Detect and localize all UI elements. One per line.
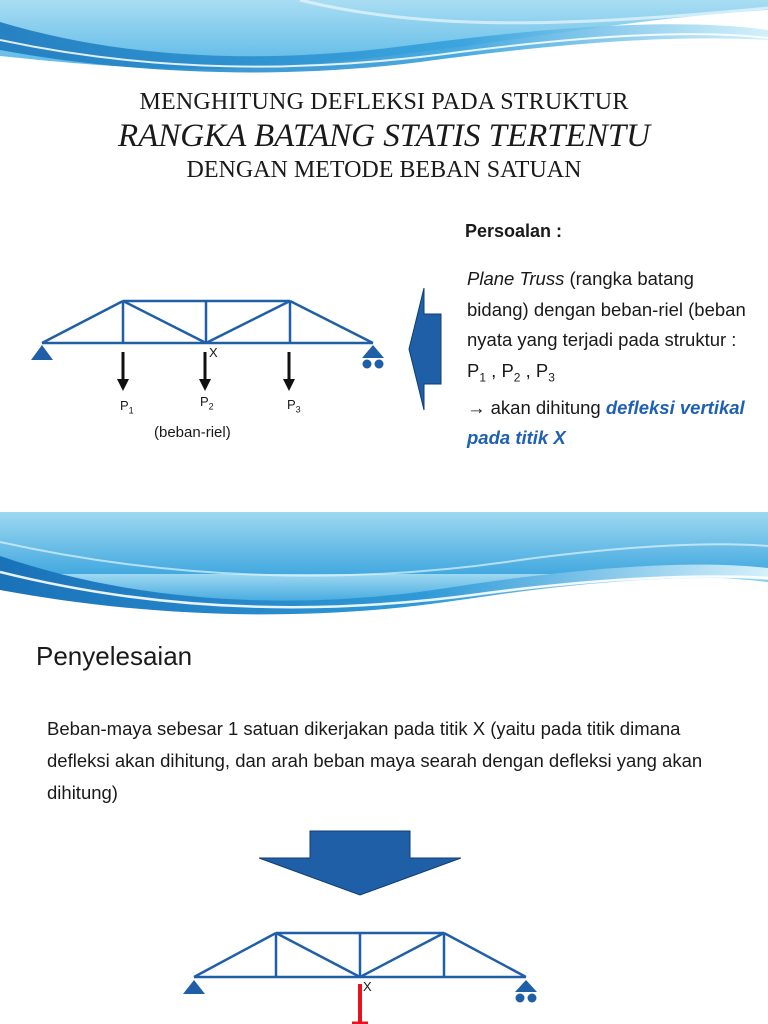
load-label-p3: $P_3$ xyxy=(287,397,301,415)
truss-members xyxy=(42,301,373,343)
desc-sep-2: , P xyxy=(520,359,549,381)
truss-members-2 xyxy=(194,933,526,977)
title-line-2: RANGKA BATANG STATIS TERTENTU xyxy=(117,118,651,154)
desc-sub-1: 1 xyxy=(479,370,487,385)
persoalan-label: Persoalan : xyxy=(465,221,563,241)
wave-banner xyxy=(0,0,768,80)
roller-support-icon xyxy=(362,345,384,369)
roller-support-icon xyxy=(515,980,537,1003)
desc-text-a: (rangka batang bidang) dengan beban-riel (beban nyata yang terjadi pada struktur : P xyxy=(467,268,746,381)
desc-accent: defleksi vertikal pada titik X xyxy=(467,396,745,449)
problem-description xyxy=(467,264,757,454)
pin-support-icon xyxy=(31,345,53,360)
load-label-p2: $P_2$ xyxy=(200,394,214,412)
title-block xyxy=(0,88,768,184)
section-heading: Penyelesaian xyxy=(36,641,193,671)
title-line-3: DENGAN METODE BEBAN SATUAN xyxy=(186,157,582,183)
node-x-label: X xyxy=(209,345,218,360)
down-arrow-icon xyxy=(258,830,462,896)
load-arrow-p1 xyxy=(113,350,133,392)
desc-sub-2: 2 xyxy=(513,370,521,385)
load-arrow-p2 xyxy=(195,350,215,392)
left-arrow-icon xyxy=(408,286,442,412)
load-label-p1: $P_1$ xyxy=(120,398,134,416)
load-arrow-p3 xyxy=(279,350,299,392)
node-x-label-2: X xyxy=(363,979,372,994)
diagram-caption: (beban-riel) xyxy=(154,424,231,441)
desc-sep-1: , P xyxy=(486,359,514,381)
desc-italic-lead: Plane Truss xyxy=(467,268,565,289)
section-body: Beban-maya sebesar 1 satuan dikerjakan pada titik X (yaitu pada titik dimana defleksi akan dihitung, dan arah beban maya searah dengan defleksi yang akan dihitung) xyxy=(47,718,703,803)
pin-support-icon xyxy=(183,980,205,994)
truss-diagram-unit-load xyxy=(180,924,540,1024)
desc-text-b: → akan dihitung xyxy=(467,396,606,418)
title-line-1: MENGHITUNG DEFLEKSI PADA STRUKTUR xyxy=(139,89,629,115)
desc-sub-3: 3 xyxy=(548,370,555,385)
slide-2 xyxy=(0,512,768,1024)
wave-banner-2 xyxy=(0,512,768,622)
